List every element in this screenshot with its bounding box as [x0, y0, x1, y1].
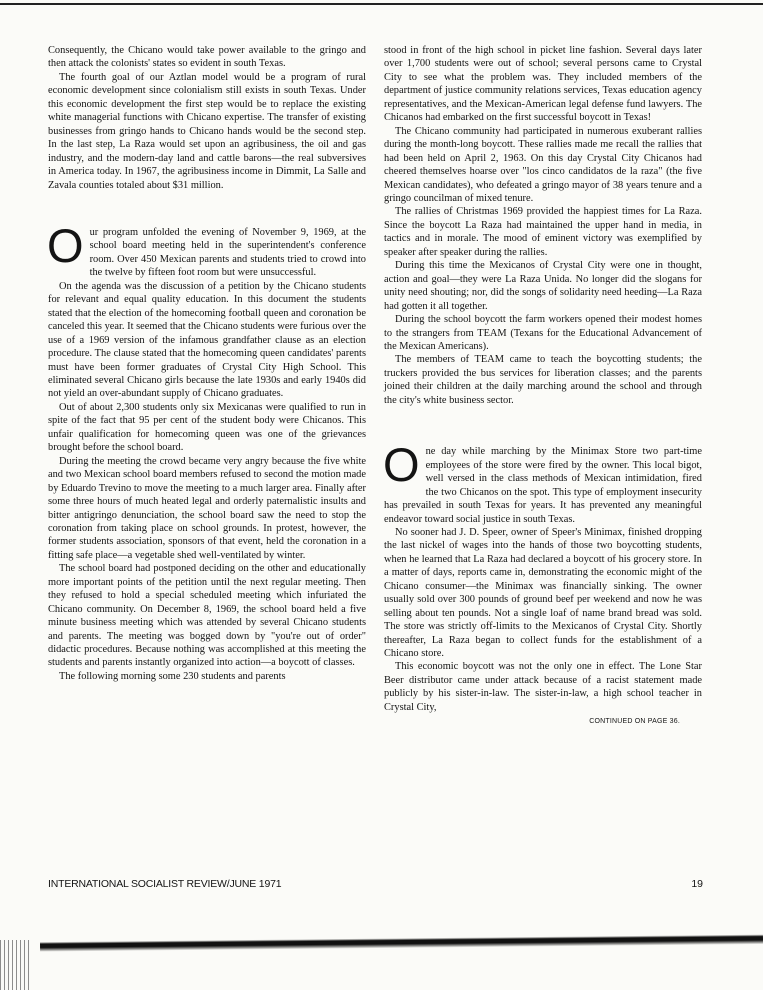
- paragraph-text: ne day while marching by the Minimax Store two part-time employees of the store were fired by the owner. This local bigot, well versed in the class methods of Mexican intimidation, fired the two Chicanos on the spot. This type of employment insecurity has prevailed in south Texas for years. It has prevented any meaningful endeavor toward social justice in south Texas.: [384, 446, 702, 525]
- paragraph: The following morning some 230 students and parents: [59, 670, 286, 682]
- paragraph: The fourth goal of our Aztlan model would be a program of rural economic development since colonialism still exists in south Texas. Under this economic development the first step would be to replace the existing white managerial functions with Chicano expertise. The transfer of existing businesses from gringo hands to Chicano hands would be the second step. In the last step, La Raza would set upon an agribusiness, the oil and gas industry, and the modern-day land and cattle barons—the real subversives in America today. In 1967, the agribusiness income in Dimmit, La Salle and Zavala counties totaled about $31 million.: [48, 71, 366, 191]
- page-number: 19: [691, 878, 703, 890]
- paragraph: Consequently, the Chicano would take power available to the gringo and then attack the colonists' states so evident in south Texas.: [48, 45, 366, 70]
- paragraph: The school board had postponed deciding on the other and educationally more important points of the petition until the next regular meeting. Then they refused to hold a special scheduled meeting which infuriated the Chicano community. On December 8, 1969, the school board held a five minute business meeting which was attended by several Chicano students and parents. The meeting was bogged down by "you're out of order" didactic procedures. Because nothing was accomplished at this meeting the students and parents instantly organized into action—a boycott of classes.: [48, 563, 366, 669]
- paragraph: [383, 438, 702, 526]
- paragraph: The rallies of Christmas 1969 provided the happiest times for La Raza. Since the boycott La Raza had maintained the upper hand in media, in tactics and in morale. The mood of eminent victory was exemplified by speaker after speaker during the rallies.: [384, 206, 702, 258]
- paragraph: [47, 218, 366, 280]
- paragraph: Out of about 2,300 students only six Mexicanas were qualified to run in spite of the fact that 95 per cent of the student body were Chicanos. This unfair qualification for homecoming queen was one of the grievances brought before the school board.: [48, 401, 366, 454]
- top-rule: [0, 3, 763, 5]
- journal-title: INTERNATIONAL SOCIALIST REVIEW/JUNE 1971: [48, 878, 282, 890]
- scan-edge-texture: [0, 940, 30, 990]
- drop-cap: O: [383, 438, 420, 492]
- paragraph-text: ur program unfolded the evening of November 9, 1969, at the school board meeting held in the superintendent's conference room. Over 450 Mexican parents and students tried to crowd into the twelve by fifteen foot room but were unsuccessful.: [89, 226, 366, 279]
- paragraph: During the meeting the crowd became very angry because the five white and two Mexican school board members refused to second the motion made by Eduardo Trevino to move the meeting to a much larger area. Finally after some three hours of much heated legal and orderly paternalistic insults and bitter antigringo denunciation, the school board saw the need to stop the coronation from taking place on school grounds. In protest, however, the former students association, sponsors of that event, held the coronation in a fitting safe place—a vegetable shed well-ventilated by winter.: [48, 455, 366, 561]
- paragraph: During the school boycott the farm workers opened their modest homes to the strangers from TEAM (Texans for the Educational Advancement of the Mexican Americans).: [384, 314, 702, 352]
- drop-cap: O: [47, 218, 84, 272]
- paragraph: stood in front of the high school in picket line fashion. Several days later over 1,700 students were out of school; several persons came to Crystal City to see what the problem was. They included members of the department of justice community relations services, Texas education agency representatives, and the Mexican-American legal defense fund lawyers. The Chicanos had embarked on the first successful boycott in Texas!: [384, 45, 702, 124]
- paragraph: This economic boycott was not the only one in effect. The Lone Star Beer distributor came under attack because of a racist statement made publicly by his sister-in-law. The sister-in-law, a high school teacher in Crystal City,: [384, 661, 702, 713]
- continued-note: CONTINUED ON PAGE 36.: [589, 718, 680, 726]
- paragraph: No sooner had J. D. Speer, owner of Speer's Minimax, finished dropping the last nickel of wages into the hands of those two boycotting students, when he learned that La Raza had declared a boycott of his grocery store. In a matter of days, reports came in, demonstrating the economic might of the Chicano consumer—the Minimax was financially sinking. The owner usually sold over 300 pounds of ground beef per weekend and now he was selling about ten pounds. Not a single loaf of name brand bread was sold. The store was strictly off-limits to the Mexicanos of Crystal City. Shortly thereafter, La Raza began to collect funds for the establishment of a Chicano store.: [384, 526, 702, 660]
- left-column: [48, 44, 366, 683]
- scan-edge-bar: [40, 930, 763, 952]
- paragraph: The members of TEAM came to teach the boycotting students; the truckers provided the bus services for liberation classes; and the parents joined their children at the daily marching around the school and through the city's white business sector.: [384, 354, 702, 406]
- paragraph: The Chicano community had participated in numerous exuberant rallies during the month-long boycott. These rallies made me recall the rallies that had been held on April 2, 1963. On this day Crystal City Chicanos had cheered themselves hoarse over "los cinco candidatos de la raza" (the five Mexican candidates), who defeated a gringo mayor of 38 years tenure and a gringo councilman of mixed tenure.: [384, 125, 702, 204]
- paragraph: During this time the Mexicanos of Crystal City were one in thought, action and goal—they were La Raza Unida. No longer did the slogans for unity need shouting; nor, did the songs of solidarity need heeding—La Raza had gotten it all together.: [384, 260, 702, 312]
- article-section: [383, 438, 702, 714]
- right-column: [384, 44, 702, 729]
- article-section: [47, 218, 366, 683]
- paragraph: On the agenda was the discussion of a petition by the Chicano students for relevant and equal quality education. In this document the students stated that the election of the homecoming football queen and coronation be canceled this year. It seemed that the Chicano students were furious over the use of a 1969 version of the infamous grandfather clause as an election procedure. The clause stated that the homecoming queen candidates' parents must have been former graduates of Crystal City High School. This eliminated several Chicano girls because the late 1930s and early 1940s did not yield an over-abundant supply of Chicano graduates.: [48, 280, 366, 400]
